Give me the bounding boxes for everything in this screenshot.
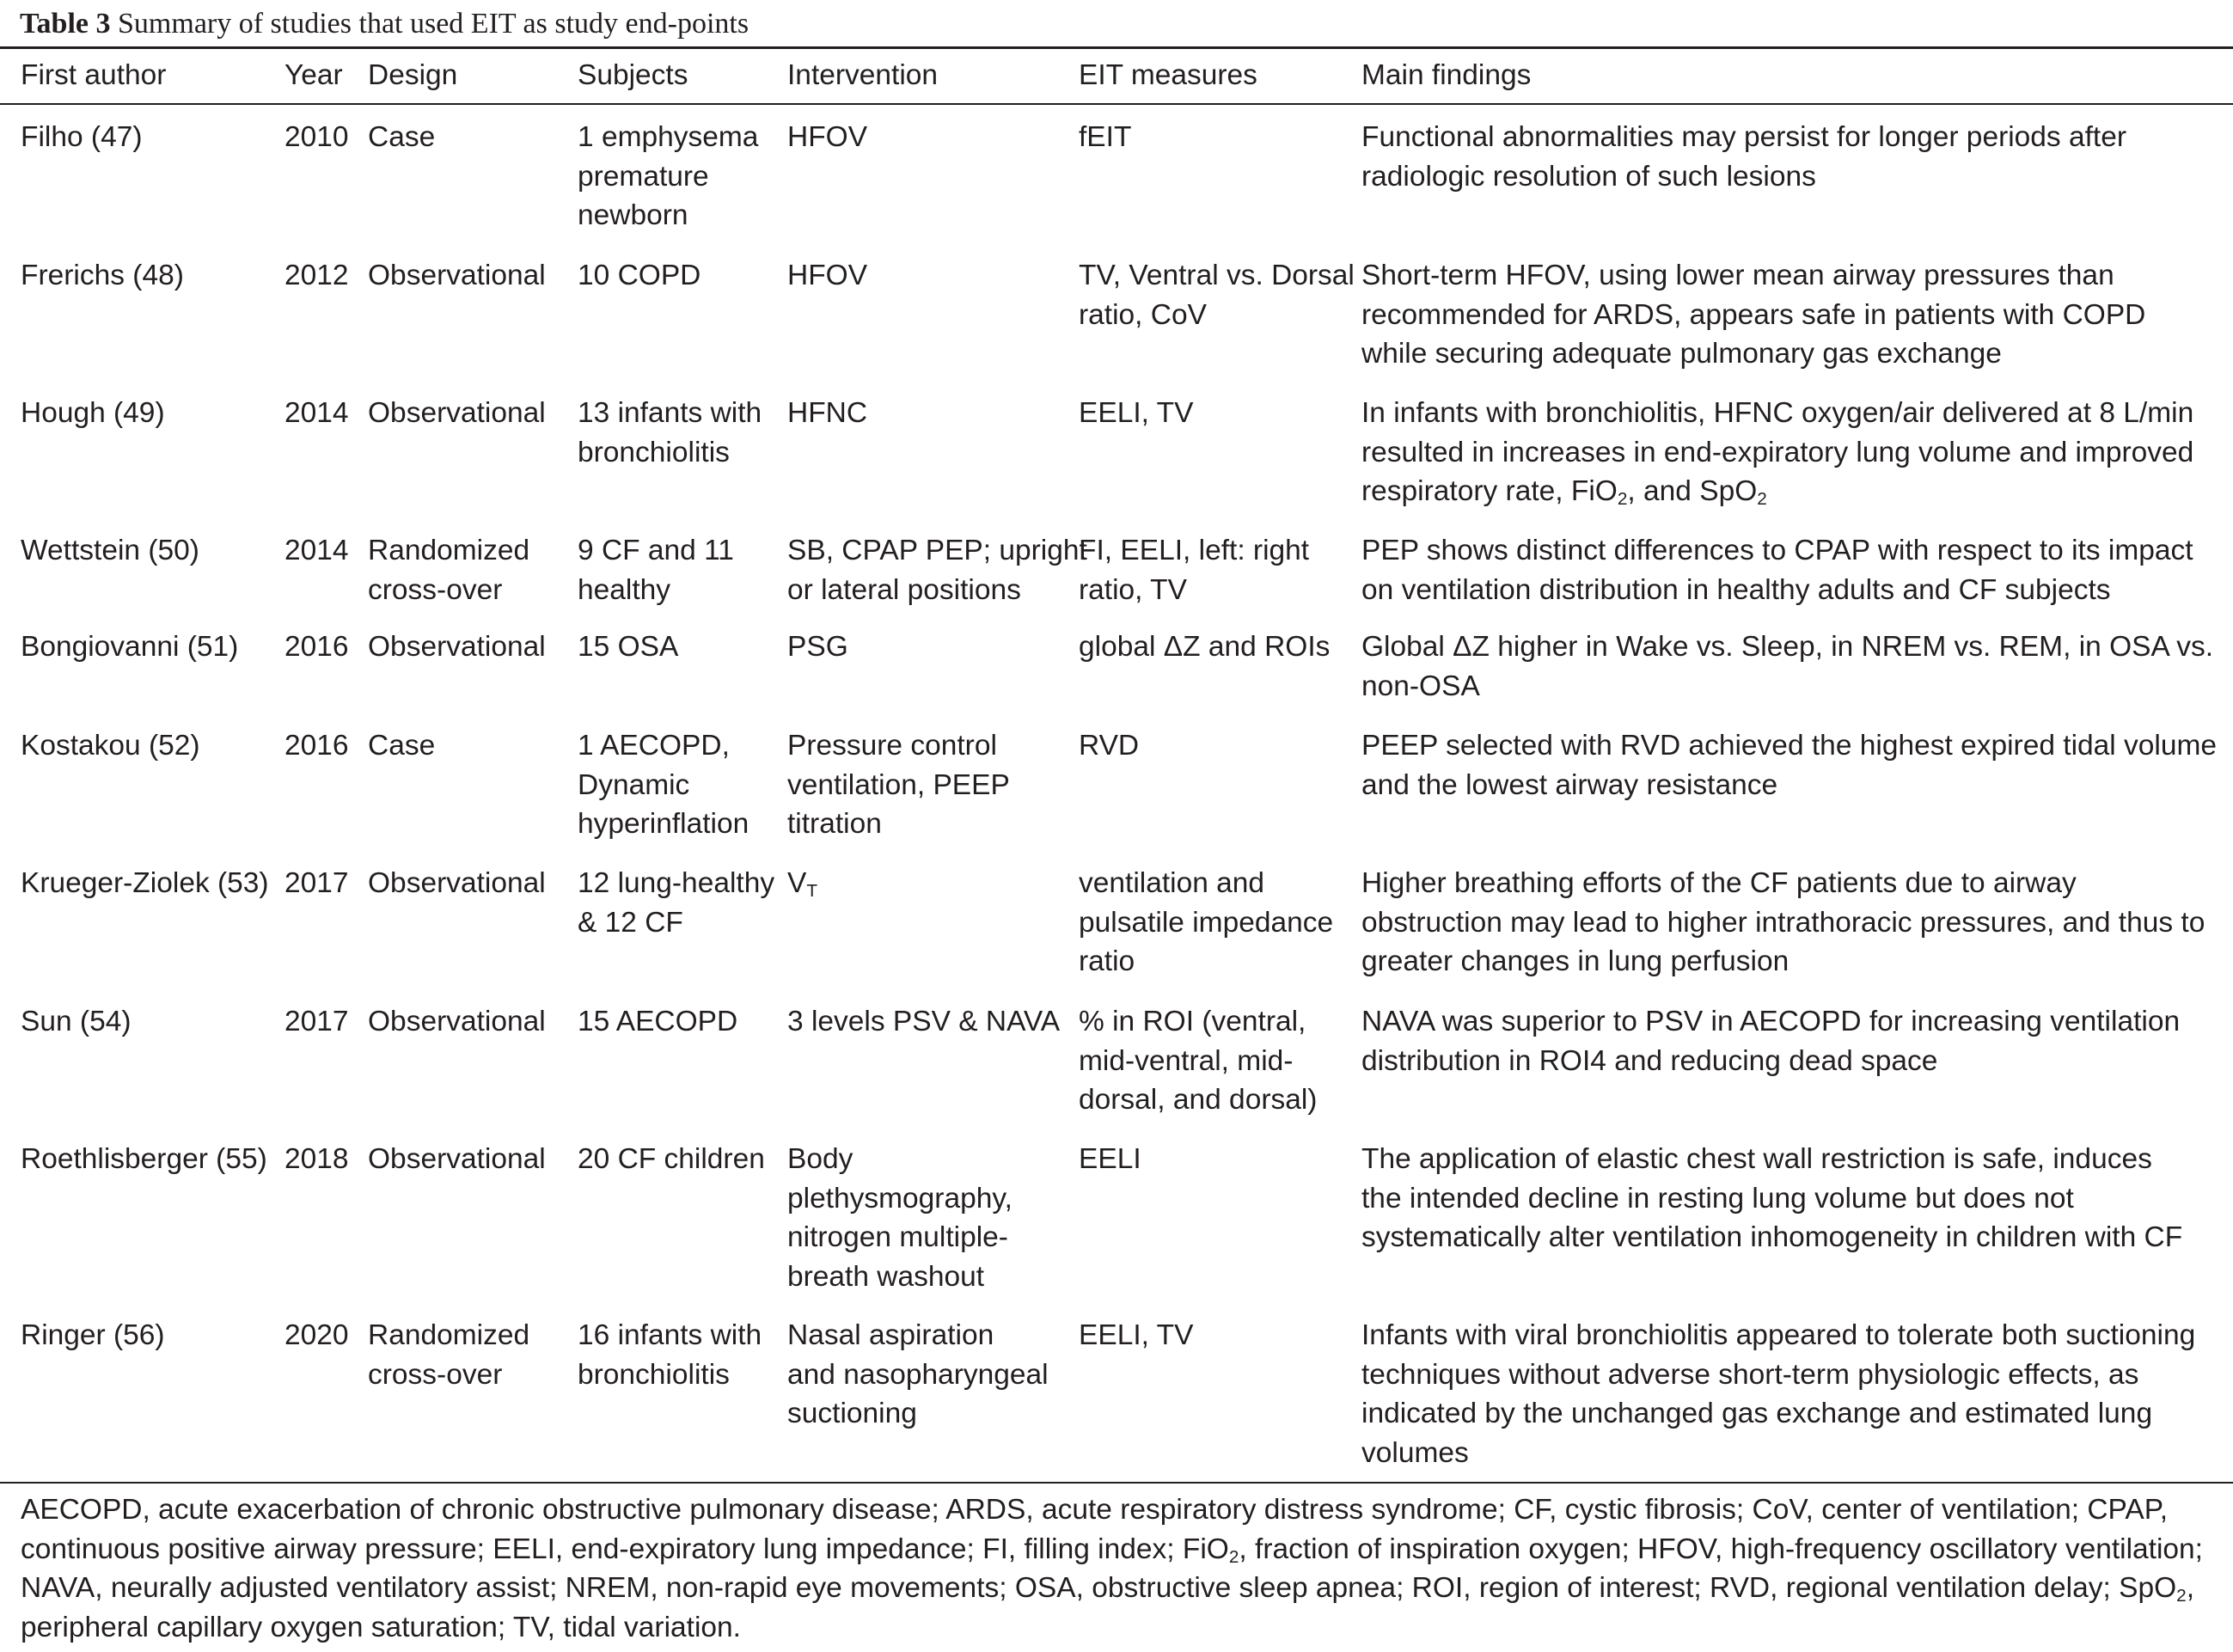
cell-design — [368, 531, 529, 609]
cell-line: radiologic resolution of such lesions — [1361, 160, 1816, 193]
cell-line: respiratory rate, FiO$_2$, and SpO$_2$ — [1361, 475, 1767, 510]
cell-line: healthy — [578, 573, 671, 606]
cell-eit-measures — [1079, 531, 1309, 609]
cell-line: 2018 — [284, 1143, 349, 1175]
cell-line: 2017 — [284, 867, 349, 899]
cell-line: dorsal, and dorsal) — [1079, 1084, 1318, 1116]
cell-line: 2017 — [284, 1006, 349, 1037]
cell-line: mid-ventral, mid- — [1079, 1044, 1294, 1077]
cell-subjects — [578, 1140, 765, 1179]
bottom-rule — [0, 1482, 2233, 1484]
cell-design — [368, 726, 435, 766]
cell-intervention — [787, 1002, 1060, 1042]
cell-line: Sun (54) — [21, 1006, 132, 1037]
cell-main-findings — [1361, 726, 2217, 805]
cell-year — [284, 118, 349, 157]
cell-design — [368, 256, 546, 296]
footnote-line: continuous positive airway pressure; EELI, end-expiratory lung impedance; FI, filling index; FiO$_2$, fraction of inspiration oxygen; HFOV, high-frequency oscillatory ventilation; — [21, 1533, 2203, 1567]
cell-line: ventilation, PEEP — [787, 768, 1010, 801]
cell-line: Observational — [368, 1006, 546, 1037]
cell-line: EELI, TV — [1079, 1319, 1194, 1351]
footnote-line: NAVA, neurally adjusted ventilatory assist; NREM, non-rapid eye movements; OSA, obstructive sleep apnea; ROI, region of interest; RVD, regional ventilation delay; SpO$_2$, — [21, 1572, 2195, 1606]
cell-intervention — [787, 864, 817, 903]
cell-line: PEEP selected with RVD achieved the highest expired tidal volume — [1361, 730, 2218, 762]
cell-line: 2014 — [284, 535, 349, 566]
cell-first-author — [21, 531, 199, 571]
cell-line: FI, EELI, left: right — [1079, 535, 1310, 566]
cell-line: The application of elastic chest wall restriction is safe, induces — [1361, 1143, 2152, 1175]
cell-line: PSG — [787, 631, 848, 663]
cell-subjects — [578, 627, 678, 667]
cell-line: while securing adequate pulmonary gas exchange — [1361, 338, 2002, 370]
cell-line: bronchiolitis — [578, 436, 730, 468]
footnote-line: peripheral capillary oxygen saturation; TV, tidal variation. — [21, 1611, 741, 1643]
table-footnote — [21, 1490, 2221, 1647]
cell-first-author — [21, 627, 238, 667]
header-year: Year — [284, 59, 343, 91]
cell-line: HFNC — [787, 397, 868, 429]
cell-line: Ringer (56) — [21, 1319, 165, 1351]
cell-design — [368, 1316, 529, 1394]
cell-line: nitrogen multiple- — [787, 1221, 1008, 1253]
cell-line: EELI — [1079, 1143, 1141, 1175]
cell-eit-measures — [1079, 1002, 1317, 1120]
cell-line: 1 AECOPD, — [578, 730, 730, 762]
cell-intervention — [787, 1316, 1049, 1434]
table-label: Table 3 — [20, 8, 111, 40]
cell-design — [368, 1002, 546, 1042]
cell-line: Higher breathing efforts of the CF patients due to airway — [1361, 867, 2077, 899]
cell-line: the intended decline in resting lung volume but does not — [1361, 1182, 2074, 1215]
cell-line: % in ROI (ventral, — [1079, 1006, 1306, 1037]
cell-intervention — [787, 531, 1087, 609]
cell-year — [284, 726, 349, 766]
footnote-line: AECOPD, acute exacerbation of chronic obstructive pulmonary disease; ARDS, acute respiratory distress syndrome; CF, cystic fibrosis; CoV, center of ventilation; CPAP, — [21, 1494, 2169, 1526]
cell-line: Randomized — [368, 1319, 530, 1351]
cell-year — [284, 1002, 349, 1042]
cell-first-author — [21, 726, 200, 766]
cell-intervention — [787, 627, 848, 667]
cell-line: techniques without adverse short-term physiologic effects, as — [1361, 1358, 2139, 1391]
cell-line: Body — [787, 1143, 853, 1175]
cell-main-findings — [1361, 864, 2205, 982]
cell-eit-measures — [1079, 864, 1333, 982]
cell-subjects — [578, 118, 758, 236]
cell-line: Observational — [368, 260, 546, 291]
cell-line: NAVA was superior to PSV in AECOPD for increasing ventilation — [1361, 1006, 2181, 1037]
cell-design — [368, 864, 546, 903]
cell-line: or lateral positions — [787, 573, 1021, 606]
cell-subjects — [578, 864, 774, 942]
cell-line: 15 OSA — [578, 631, 679, 663]
cell-line: TV, Ventral vs. Dorsal — [1079, 260, 1355, 291]
cell-line: Kostakou (52) — [21, 730, 200, 762]
cell-line: volumes — [1361, 1436, 1469, 1469]
cell-intervention — [787, 1140, 1012, 1296]
cell-intervention — [787, 394, 867, 433]
cell-line: 2020 — [284, 1319, 349, 1351]
cell-first-author — [21, 1002, 132, 1042]
cell-line: cross-over — [368, 573, 503, 606]
cell-line: 10 COPD — [578, 260, 701, 291]
cell-subjects — [578, 1316, 762, 1394]
cell-design — [368, 627, 546, 667]
cell-line: Observational — [368, 1143, 546, 1175]
cell-line: SB, CPAP PEP; upright — [787, 535, 1087, 566]
cell-design — [368, 1140, 546, 1179]
cell-year — [284, 864, 349, 903]
cell-eit-measures — [1079, 726, 1139, 766]
cell-eit-measures — [1079, 627, 1330, 667]
header-intervention: Intervention — [787, 59, 939, 91]
cell-line: 9 CF and 11 — [578, 535, 734, 566]
cell-line: Observational — [368, 397, 546, 429]
cell-main-findings — [1361, 256, 2145, 374]
cell-year — [284, 1316, 349, 1355]
cell-line: PEP shows distinct differences to CPAP with respect to its impact — [1361, 535, 2193, 566]
cell-line: Dynamic — [578, 768, 690, 801]
cell-subjects — [578, 394, 762, 472]
cell-line: fEIT — [1079, 121, 1132, 153]
cell-eit-measures — [1079, 256, 1355, 334]
cell-line: Functional abnormalities may persist for longer periods after — [1361, 121, 2127, 153]
cell-line: Roethlisberger (55) — [21, 1143, 267, 1175]
cell-line: cross-over — [368, 1358, 503, 1391]
cell-line: bronchiolitis — [578, 1358, 730, 1391]
cell-line: Wettstein (50) — [21, 535, 199, 566]
cell-line: 16 infants with — [578, 1319, 762, 1351]
cell-line: Bongiovanni (51) — [21, 631, 239, 663]
cell-eit-measures — [1079, 118, 1131, 157]
cell-main-findings — [1361, 531, 2193, 609]
cell-line: Infants with viral bronchiolitis appeared to tolerate both suctioning — [1361, 1319, 2196, 1351]
cell-line: breath washout — [787, 1260, 985, 1293]
cell-main-findings — [1361, 1002, 2180, 1080]
cell-main-findings — [1361, 1140, 2182, 1257]
cell-design — [368, 118, 435, 157]
cell-line: EELI, TV — [1079, 397, 1194, 429]
cell-line: Randomized — [368, 535, 530, 566]
cell-line: indicated by the unchanged gas exchange and estimated lung — [1361, 1398, 2153, 1429]
cell-main-findings — [1361, 118, 2126, 196]
cell-first-author — [21, 1140, 267, 1179]
cell-line: Observational — [368, 867, 546, 899]
cell-line: Krueger-Ziolek (53) — [21, 867, 269, 899]
cell-line: hyperinflation — [578, 808, 749, 840]
cell-first-author — [21, 864, 269, 903]
cell-line: RVD — [1079, 730, 1140, 762]
cell-line: HFOV — [787, 121, 868, 153]
cell-line: Frerichs (48) — [21, 260, 184, 291]
cell-main-findings — [1361, 394, 2193, 511]
cell-line: 20 CF children — [578, 1143, 765, 1175]
cell-line: 15 AECOPD — [578, 1006, 738, 1037]
cell-year — [284, 1140, 349, 1179]
cell-line: non-OSA — [1361, 670, 1480, 702]
header-main-findings: Main findings — [1361, 59, 1532, 91]
cell-intervention — [787, 256, 867, 296]
cell-line: Case — [368, 730, 436, 762]
cell-eit-measures — [1079, 1316, 1193, 1355]
cell-line: Pressure control — [787, 730, 997, 762]
cell-line: ratio, TV — [1079, 573, 1187, 606]
cell-line: $V_T$ — [787, 867, 818, 902]
cell-year — [284, 394, 349, 433]
cell-year — [284, 531, 349, 571]
cell-line: 2016 — [284, 730, 349, 762]
cell-line: Nasal aspiration — [787, 1319, 994, 1351]
cell-line: Hough (49) — [21, 397, 165, 429]
cell-line: Observational — [368, 631, 546, 663]
cell-line: 12 lung-healthy — [578, 867, 775, 899]
table-caption — [20, 7, 749, 41]
cell-main-findings — [1361, 1316, 2195, 1472]
cell-first-author — [21, 118, 143, 157]
cell-line: 13 infants with — [578, 397, 762, 429]
header-first-author: First author — [21, 59, 167, 91]
cell-line: 3 levels PSV & NAVA — [787, 1006, 1061, 1037]
table-title: Summary of studies that used EIT as study end-points — [118, 8, 749, 40]
cell-intervention — [787, 118, 867, 157]
cell-line: 2010 — [284, 121, 349, 153]
cell-line: 2012 — [284, 260, 349, 291]
cell-first-author — [21, 256, 184, 296]
cell-subjects — [578, 726, 749, 844]
cell-line: and nasopharyngeal — [787, 1358, 1049, 1391]
top-rule — [0, 46, 2233, 49]
cell-design — [368, 394, 546, 433]
cell-line: and the lowest airway resistance — [1361, 768, 1778, 801]
cell-line: systematically alter ventilation inhomogeneity in children with CF — [1361, 1221, 2183, 1253]
cell-year — [284, 627, 349, 667]
cell-line: 2016 — [284, 631, 349, 663]
cell-line: on ventilation distribution in healthy adults and CF subjects — [1361, 573, 2111, 606]
cell-line: greater changes in lung perfusion — [1361, 945, 1789, 977]
header-subjects: Subjects — [578, 59, 688, 91]
cell-line: resulted in increases in end-expiratory lung volume and improved — [1361, 436, 2194, 468]
cell-line: In infants with bronchiolitis, HFNC oxygen/air delivered at 8 L/min — [1361, 397, 2194, 429]
cell-line: titration — [787, 808, 882, 840]
cell-line: 2014 — [284, 397, 349, 429]
cell-line: premature — [578, 160, 709, 193]
cell-intervention — [787, 726, 1010, 844]
cell-line: distribution in ROI4 and reducing dead space — [1361, 1044, 1938, 1077]
cell-main-findings — [1361, 627, 2213, 706]
cell-line: Global ΔZ higher in Wake vs. Sleep, in NREM vs. REM, in OSA vs. — [1361, 631, 2214, 663]
cell-line: plethysmography, — [787, 1182, 1012, 1215]
cell-first-author — [21, 394, 165, 433]
cell-line: ratio, CoV — [1079, 298, 1207, 331]
cell-line: ratio — [1079, 945, 1135, 977]
cell-line: global ΔZ and ROIs — [1079, 631, 1331, 663]
cell-eit-measures — [1079, 394, 1193, 433]
cell-eit-measures — [1079, 1140, 1141, 1179]
cell-line: 1 emphysema — [578, 121, 759, 153]
header-design: Design — [368, 59, 458, 91]
cell-line: pulsatile impedance — [1079, 906, 1334, 939]
cell-subjects — [578, 256, 700, 296]
cell-line: HFOV — [787, 260, 868, 291]
header-eit-measures: EIT measures — [1079, 59, 1257, 91]
cell-first-author — [21, 1316, 165, 1355]
cell-line: Case — [368, 121, 436, 153]
cell-year — [284, 256, 349, 296]
cell-line: Filho (47) — [21, 121, 143, 153]
cell-line: obstruction may lead to higher intrathoracic pressures, and thus to — [1361, 906, 2205, 939]
cell-line: Short-term HFOV, using lower mean airway pressures than — [1361, 260, 2114, 291]
cell-line: suctioning — [787, 1398, 917, 1429]
header-rule — [0, 103, 2233, 105]
cell-line: & 12 CF — [578, 906, 683, 939]
cell-subjects — [578, 1002, 737, 1042]
cell-line: recommended for ARDS, appears safe in patients with COPD — [1361, 298, 2146, 331]
cell-subjects — [578, 531, 734, 609]
cell-line: newborn — [578, 199, 688, 231]
cell-line: ventilation and — [1079, 867, 1265, 899]
